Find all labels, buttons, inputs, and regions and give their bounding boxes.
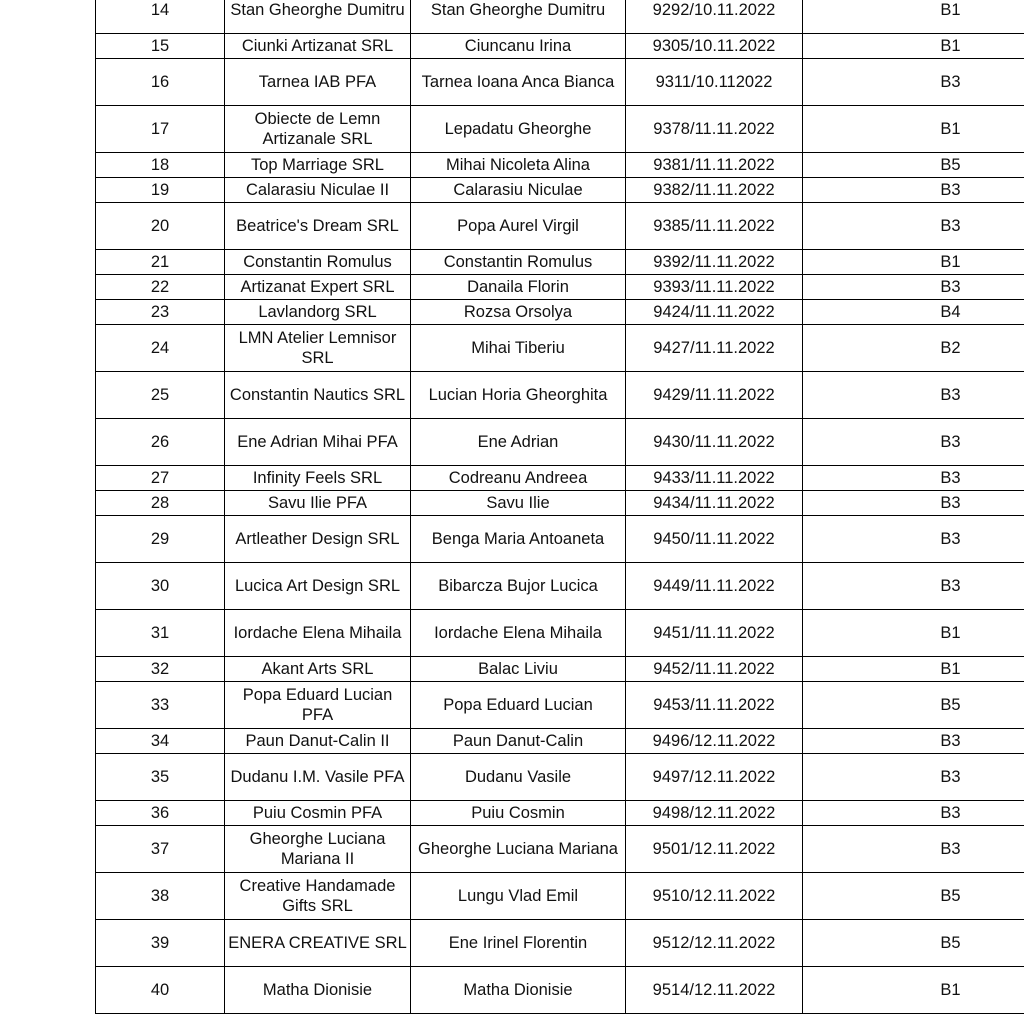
row-number: 26 [96, 419, 225, 466]
representative: Popa Eduard Lucian [411, 682, 626, 729]
row-number: 15 [96, 34, 225, 59]
row-number: 30 [96, 563, 225, 610]
table-row [96, 754, 1024, 801]
representative: Puiu Cosmin [411, 801, 626, 826]
category: B3 [803, 563, 1024, 610]
registration-number: 9311/10.112022 [626, 59, 803, 106]
table-row [96, 563, 1024, 610]
row-number: 19 [96, 178, 225, 203]
row-number: 16 [96, 59, 225, 106]
category: B3 [803, 491, 1024, 516]
firm-name: Lucica Art Design SRL [225, 563, 411, 610]
firm-name: Popa Eduard Lucian PFA [225, 682, 411, 729]
category: B3 [803, 178, 1024, 203]
representative: Lungu Vlad Emil [411, 873, 626, 920]
representative: Rozsa Orsolya [411, 300, 626, 325]
table-row [96, 466, 1024, 491]
category: B3 [803, 754, 1024, 801]
representative: Popa Aurel Virgil [411, 203, 626, 250]
firm-name: Savu Ilie PFA [225, 491, 411, 516]
table-row [96, 372, 1024, 419]
representative: Codreanu Andreea [411, 466, 626, 491]
table-row [96, 106, 1024, 153]
registration-number: 9424/11.11.2022 [626, 300, 803, 325]
registration-number: 9452/11.11.2022 [626, 657, 803, 682]
registration-number: 9514/12.11.2022 [626, 967, 803, 1014]
category: B1 [803, 657, 1024, 682]
registration-number: 9378/11.11.2022 [626, 106, 803, 153]
registration-number: 9453/11.11.2022 [626, 682, 803, 729]
registration-table-body [96, 0, 1024, 1014]
representative: Ciuncanu Irina [411, 34, 626, 59]
table-row [96, 203, 1024, 250]
row-number: 29 [96, 516, 225, 563]
firm-name: Paun Danut-Calin II [225, 729, 411, 754]
registration-number: 9393/11.11.2022 [626, 275, 803, 300]
registration-number: 9512/12.11.2022 [626, 920, 803, 967]
registration-number: 9510/12.11.2022 [626, 873, 803, 920]
table-row [96, 657, 1024, 682]
category: B1 [803, 967, 1024, 1014]
category: B5 [803, 682, 1024, 729]
row-number: 21 [96, 250, 225, 275]
row-number: 32 [96, 657, 225, 682]
category: B3 [803, 275, 1024, 300]
row-number: 35 [96, 754, 225, 801]
representative: Dudanu Vasile [411, 754, 626, 801]
firm-name: Top Marriage SRL [225, 153, 411, 178]
registration-table [95, 0, 1024, 1014]
registration-number: 9392/11.11.2022 [626, 250, 803, 275]
representative: Constantin Romulus [411, 250, 626, 275]
firm-name: Stan Gheorghe Dumitru [225, 0, 411, 34]
table-row [96, 178, 1024, 203]
table-row [96, 59, 1024, 106]
row-number: 28 [96, 491, 225, 516]
representative: Danaila Florin [411, 275, 626, 300]
category: B3 [803, 801, 1024, 826]
row-number: 33 [96, 682, 225, 729]
firm-name: Artleather Design SRL [225, 516, 411, 563]
representative: Tarnea Ioana Anca Bianca [411, 59, 626, 106]
registration-number: 9381/11.11.2022 [626, 153, 803, 178]
firm-name: Infinity Feels SRL [225, 466, 411, 491]
category: B1 [803, 106, 1024, 153]
category: B3 [803, 466, 1024, 491]
row-number: 31 [96, 610, 225, 657]
firm-name: Calarasiu Niculae II [225, 178, 411, 203]
firm-name: Artizanat Expert SRL [225, 275, 411, 300]
firm-name: Matha Dionisie [225, 967, 411, 1014]
table-row [96, 419, 1024, 466]
row-number: 24 [96, 325, 225, 372]
table-row [96, 325, 1024, 372]
registration-number: 9450/11.11.2022 [626, 516, 803, 563]
table-row [96, 610, 1024, 657]
firm-name: Creative Handamade Gifts SRL [225, 873, 411, 920]
representative: Mihai Nicoleta Alina [411, 153, 626, 178]
registration-number: 9430/11.11.2022 [626, 419, 803, 466]
table-row [96, 873, 1024, 920]
row-number: 20 [96, 203, 225, 250]
table-row [96, 826, 1024, 873]
category: B3 [803, 419, 1024, 466]
registration-number: 9305/10.11.2022 [626, 34, 803, 59]
table-row [96, 275, 1024, 300]
firm-name: Lavlandorg SRL [225, 300, 411, 325]
registration-number: 9497/12.11.2022 [626, 754, 803, 801]
registration-number: 9498/12.11.2022 [626, 801, 803, 826]
registration-number: 9449/11.11.2022 [626, 563, 803, 610]
representative: Mihai Tiberiu [411, 325, 626, 372]
registration-number: 9427/11.11.2022 [626, 325, 803, 372]
category: B5 [803, 873, 1024, 920]
table-row [96, 491, 1024, 516]
firm-name: Obiecte de Lemn Artizanale SRL [225, 106, 411, 153]
registration-number: 9434/11.11.2022 [626, 491, 803, 516]
representative: Ene Adrian [411, 419, 626, 466]
representative: Stan Gheorghe Dumitru [411, 0, 626, 34]
table-row [96, 516, 1024, 563]
representative: Paun Danut-Calin [411, 729, 626, 754]
representative: Lucian Horia Gheorghita [411, 372, 626, 419]
firm-name: Constantin Romulus [225, 250, 411, 275]
registration-number: 9433/11.11.2022 [626, 466, 803, 491]
category: B2 [803, 325, 1024, 372]
representative: Bibarcza Bujor Lucica [411, 563, 626, 610]
row-number: 39 [96, 920, 225, 967]
row-number: 34 [96, 729, 225, 754]
category: B3 [803, 203, 1024, 250]
registration-number: 9385/11.11.2022 [626, 203, 803, 250]
firm-name: Constantin Nautics SRL [225, 372, 411, 419]
representative: Balac Liviu [411, 657, 626, 682]
firm-name: Gheorghe Luciana Mariana II [225, 826, 411, 873]
row-number: 37 [96, 826, 225, 873]
category: B1 [803, 0, 1024, 34]
table-row [96, 801, 1024, 826]
representative: Lepadatu Gheorghe [411, 106, 626, 153]
row-number: 40 [96, 967, 225, 1014]
representative: Ene Irinel Florentin [411, 920, 626, 967]
table-row [96, 0, 1024, 34]
firm-name: Tarnea IAB PFA [225, 59, 411, 106]
category: B5 [803, 153, 1024, 178]
firm-name: Dudanu I.M. Vasile PFA [225, 754, 411, 801]
category: B3 [803, 826, 1024, 873]
row-number: 36 [96, 801, 225, 826]
firm-name: Puiu Cosmin PFA [225, 801, 411, 826]
representative: Calarasiu Niculae [411, 178, 626, 203]
registration-number: 9451/11.11.2022 [626, 610, 803, 657]
firm-name: LMN Atelier Lemnisor SRL [225, 325, 411, 372]
row-number: 27 [96, 466, 225, 491]
firm-name: ENERA CREATIVE SRL [225, 920, 411, 967]
row-number: 25 [96, 372, 225, 419]
category: B4 [803, 300, 1024, 325]
registration-number: 9501/12.11.2022 [626, 826, 803, 873]
registration-number: 9382/11.11.2022 [626, 178, 803, 203]
row-number: 17 [96, 106, 225, 153]
table-row [96, 153, 1024, 178]
firm-name: Beatrice's Dream SRL [225, 203, 411, 250]
category: B3 [803, 516, 1024, 563]
row-number: 18 [96, 153, 225, 178]
registration-number: 9429/11.11.2022 [626, 372, 803, 419]
category: B3 [803, 729, 1024, 754]
table-row [96, 967, 1024, 1014]
representative: Benga Maria Antoaneta [411, 516, 626, 563]
row-number: 38 [96, 873, 225, 920]
table-row [96, 34, 1024, 59]
table-row [96, 920, 1024, 967]
category: B5 [803, 920, 1024, 967]
category: B3 [803, 59, 1024, 106]
firm-name: Ene Adrian Mihai PFA [225, 419, 411, 466]
representative: Matha Dionisie [411, 967, 626, 1014]
representative: Savu Ilie [411, 491, 626, 516]
table-row [96, 682, 1024, 729]
registration-number: 9292/10.11.2022 [626, 0, 803, 34]
row-number: 22 [96, 275, 225, 300]
row-number: 23 [96, 300, 225, 325]
category: B3 [803, 372, 1024, 419]
firm-name: Ciunki Artizanat SRL [225, 34, 411, 59]
firm-name: Iordache Elena Mihaila [225, 610, 411, 657]
registration-number: 9496/12.11.2022 [626, 729, 803, 754]
firm-name: Akant Arts SRL [225, 657, 411, 682]
representative: Iordache Elena Mihaila [411, 610, 626, 657]
table-row [96, 729, 1024, 754]
category: B1 [803, 610, 1024, 657]
row-number: 14 [96, 0, 225, 34]
document-page [95, 0, 1024, 1014]
table-row [96, 250, 1024, 275]
category: B1 [803, 34, 1024, 59]
table-row [96, 300, 1024, 325]
category: B1 [803, 250, 1024, 275]
representative: Gheorghe Luciana Mariana [411, 826, 626, 873]
